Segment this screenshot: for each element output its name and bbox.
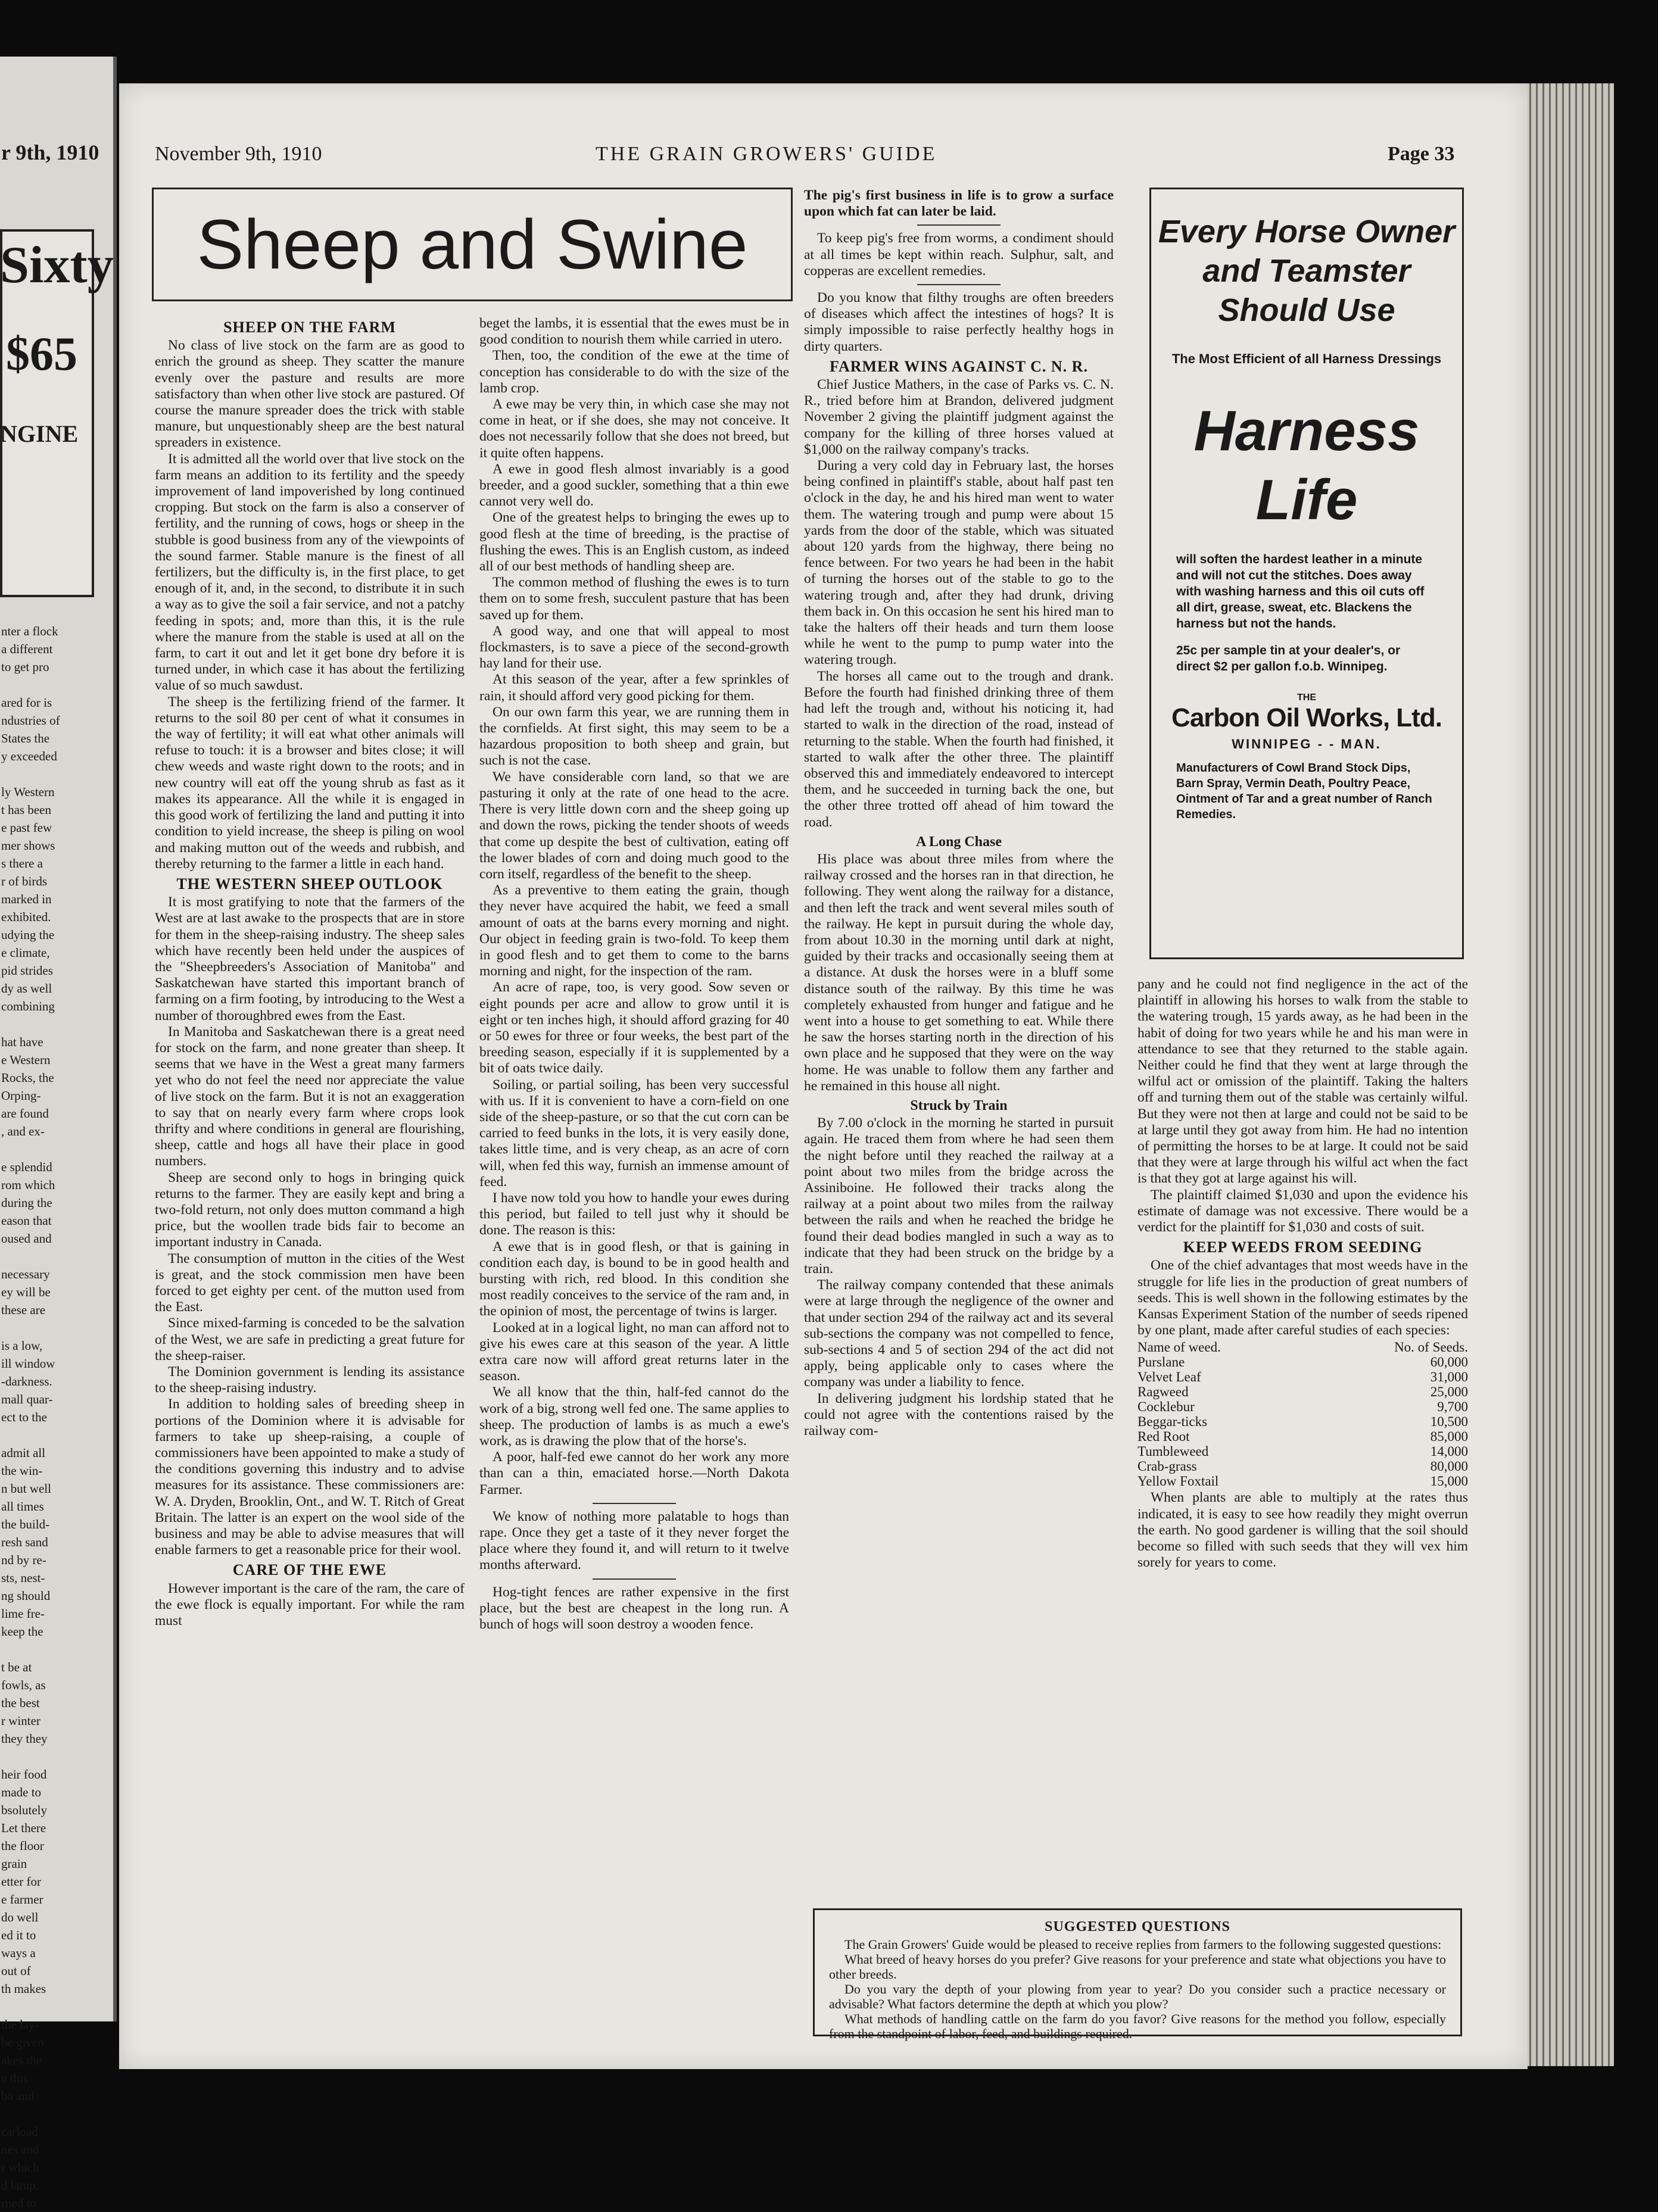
facing-page-line: admit all bbox=[1, 1446, 46, 1460]
table-row bbox=[1137, 1355, 1468, 1369]
paragraph: Sheep are second only to hogs in bringing quick returns to the farmer. They are easily kept and bring a two-fold return, not only does mutton command a high price, but the woollen trade bids fair to become an important industry in Canada. bbox=[155, 1169, 465, 1250]
paragraph: The pig's first business in life is to grow a surface upon which fat can later be laid. bbox=[804, 188, 1114, 220]
facing-page-line: they they bbox=[1, 1731, 48, 1746]
facing-page-ad-engine: NGINE bbox=[0, 420, 79, 447]
column-4 bbox=[1137, 976, 1468, 1571]
paragraph: Hog-tight fences are rather expensive in the first place, but the best are cheapest in the long run. A bunch of hogs will soon destroy a wooden fence. bbox=[479, 1584, 789, 1633]
paragraph: When plants are able to multiply at the rates thus indicated, it is easy to see how readily they might overrun the earth. No good gardener is willing that the soil should become so filled with such seeds that they will vex him sorely for years to come. bbox=[1137, 1490, 1468, 1571]
question: What methods of handling cattle on the farm do you favor? Give reasons for the method you follow, especially from the standpoint of labor, feed, and buildings required. bbox=[829, 2011, 1446, 2041]
paragraph: Soiling, or partial soiling, has been very successful with us. If it is convenient to have a corn-field on one side of the sheep-pasture, or so that the cut corn can be carried to feed bunks in the lots, it is very easily done, takes little time, and is very cheap, as an acre of corn will, when fed this way, furnish an immense amount of feed. bbox=[479, 1077, 789, 1190]
facing-page-line: grain bbox=[1, 1857, 27, 1871]
facing-page-line bbox=[1, 1319, 111, 1337]
paragraph: We know of nothing more palatable to hogs than rape. Once they get a taste of it they never forget the place where they found it, and will return to it twelve months afterward. bbox=[479, 1508, 789, 1573]
divider bbox=[593, 1503, 676, 1504]
facing-page-line: exhibited. bbox=[1, 910, 51, 924]
harness-life-advertisement bbox=[1149, 188, 1464, 959]
seed-count: 31,000 bbox=[1430, 1369, 1468, 1385]
paragraph: However important is the care of the ram, the care of the ewe flock is equally important. For while the ram must bbox=[155, 1580, 465, 1629]
facing-page-line: e Western bbox=[1, 1053, 51, 1067]
table-row bbox=[1137, 1474, 1468, 1489]
seed-count: 80,000 bbox=[1430, 1459, 1468, 1474]
weed-name: Red Root bbox=[1137, 1429, 1190, 1444]
column-1 bbox=[155, 316, 465, 1629]
facing-page-line: r winter bbox=[1, 1714, 40, 1728]
facing-page-line: eason that bbox=[1, 1213, 52, 1228]
facing-page-line: e climate, bbox=[1, 946, 50, 960]
ad-price: 25c per sample tin at your dealer's, or direct $2 per gallon f.o.b. Winnipeg. bbox=[1176, 644, 1401, 673]
paragraph: It is most gratifying to note that the farmers of the West are at last awake to the prospects that are in store for them in the sheep-raising industry. The sheep sales which have recently been held under the auspices of the "Sheepbreeders's Association of Manitoba" and Saskatchewan have started this important branch of farming on a firm footing, by introducing to the West a number of thoroughbred ewes from the East. bbox=[155, 894, 465, 1024]
heading-keep-weeds: KEEP WEEDS FROM SEEDING bbox=[1183, 1238, 1423, 1256]
facing-page bbox=[0, 57, 117, 2210]
facing-page-line: pid strides bbox=[1, 963, 53, 978]
column-3 bbox=[804, 188, 1114, 1439]
facing-page-line: made to bbox=[1, 1785, 42, 1799]
paragraph: His place was about three miles from where the railway crossed and the horses ran in that direction, he following. They went along the railway for a distance, and then left the track and went several miles south of the railway. He kept in pursuit during the whole day, from about 10.30 in the morning until dark at night, guided by their tracks and occasionally seeing them at a distance. At dusk the horses were in a bluff some distance south of the railway. By this time he was completely exhausted from hunger and fatigue and he went into a house to get something to eat. While there he saw the horses starting north in the direction of his own place and he supposed that they were on the way home. He was unable to follow them any farther and he remained in this house all night. bbox=[804, 851, 1114, 1094]
heading-western-sheep-outlook: THE WESTERN SHEEP OUTLOOK bbox=[176, 875, 443, 893]
table-row bbox=[1137, 1384, 1468, 1399]
facing-page-line: Let there bbox=[1, 1821, 46, 1835]
weed-name: Purslane bbox=[1137, 1355, 1185, 1370]
paragraph: A poor, half-fed ewe cannot do her work any more than can a thin, emaciated horse.—North Dakota Farmer. bbox=[479, 1449, 789, 1497]
ad-body: will soften the hardest leather in a minute and will not cut the stitches. Does away with washing harness and this oil cuts off all dirt, grease, sweat, etc. Blackens the harness but not the hands. bbox=[1176, 553, 1425, 631]
facing-page-line: ng should bbox=[1, 1589, 51, 1603]
facing-page-line: r of birds bbox=[1, 874, 47, 888]
question: What breed of heavy horses do you prefer? Give reasons for your preference and state what objections you have to other breeds. bbox=[829, 1952, 1446, 1982]
paragraph: In addition to holding sales of breeding sheep in portions of the Dominion where it is advisable for farmers to take up sheep-raising, a couple of commissioners have been appointed to make a study of the conditions governing this industry and to advise measures for its assistance. These commissioners are: W. A. Dryden, Brooklin, Ont., and W. T. Ritch of Great Britain. The latter is an expert on the wool side of the business and may be able to advise measures that will enable farmers to get a reasonable price for their wool. bbox=[155, 1396, 465, 1558]
facing-page-line bbox=[1, 1140, 111, 1158]
facing-page-line: mall quar- bbox=[1, 1392, 53, 1406]
heading-care-of-ewe: CARE OF THE EWE bbox=[232, 1561, 387, 1579]
paragraph: At this season of the year, after a few sprinkles of rain, it should afford very good picking for them. bbox=[479, 672, 789, 704]
facing-page-line bbox=[1, 1426, 111, 1444]
section-title: Sheep and Swine bbox=[197, 205, 748, 284]
facing-page-line: rned to bbox=[1, 2196, 36, 2210]
facing-page-line: are found bbox=[1, 1106, 49, 1121]
facing-page-line: ill window bbox=[1, 1356, 55, 1371]
table-row bbox=[1137, 1369, 1468, 1384]
facing-page-line: States the bbox=[1, 731, 50, 745]
facing-page-line: r which bbox=[1, 2160, 39, 2174]
paragraph: The horses all came out to the trough and drank. Before the fourth had finished drinking three of them had left the trough and, without his noticing it, had started to walk in the direction of the road, instead of returning to the stable. When the fourth had finished, it started to walk after the other three. The plaintiff observed this and immediately endeavored to intercept them, and he succeeded in turning back the one, but the other three trotted off ahead of him toward the road. bbox=[804, 668, 1114, 830]
facing-page-line: t has been bbox=[1, 803, 51, 817]
facing-page-line: ed it to bbox=[1, 1928, 36, 1942]
facing-page-line: nd by re- bbox=[1, 1553, 46, 1567]
paragraph: It is admitted all the world over that live stock on the farm means an addition to its fertility and the speedy improvement of land impoverished by long continued cropping. But stock on the farm is also a conserver of fertility, and the running of cows, hogs or sheep in the stubble is good business from any of the viewpoints of the sound farmer. Stable manure is the finest of all fertilizers, but the difficulty is, in the first place, to get enough of it, and, in the second, to distribute it in such a way as to give the soil a fair service, and not a patchy feeding in spots; and, more than this, it is the rule where the manure from the stable is used at all on the farm, to cart it out and let it get bone dry before it is turned under, in which case it has about the fertilizing value of so much sawdust. bbox=[155, 451, 465, 694]
facing-page-line: is a low, bbox=[1, 1339, 43, 1353]
questions-title: SUGGESTED QUESTIONS bbox=[1045, 1919, 1230, 1935]
paragraph: A good way, and one that will appeal to most flockmasters, is to save a piece of the second-growth hay land for their use. bbox=[479, 623, 789, 672]
paragraph: During a very cold day in February last, the horses being confined in plaintiff's stable, about half past ten o'clock in the day, he and his hired man went to water them. The watering trough and pump were about 15 yards from the door of the stable, which was situated about 120 yards from the highway, there being no fence between. For two years he had been in the habit of turning the horses out of the stable to go to the watering trough and, after they had drunk, driving them back in. On this occasion he sent his hired man to take the halters off their heads and turn them loose while he went to the pump to pump water into the watering trough. bbox=[804, 458, 1114, 668]
facing-page-line: ndustries of bbox=[1, 713, 60, 728]
paragraph: Do you know that filthy troughs are often breeders of diseases which affect the intestines of hogs? It is simply impossible to raise perfectly healthy hogs in dirty quarters. bbox=[804, 290, 1114, 354]
facing-page-line: do well bbox=[1, 1910, 39, 1924]
ad-city: WINNIPEG - - MAN. bbox=[1232, 737, 1382, 751]
facing-page-line bbox=[1, 676, 111, 694]
paragraph: We all know that the thin, half-fed cannot do the work of a big, strong well fed one. The same applies to sheep. The production of lambs is as much a ewe's work, as is drawing the plow that of the horse's. bbox=[479, 1384, 789, 1449]
paragraph: Looked at in a logical light, no man can afford not to give his ewes care at this season of the year. A little extra care now will afford great returns later in the season. bbox=[479, 1319, 789, 1384]
paragraph: The sheep is the fertilizing friend of the farmer. It returns to the soil 80 per cent of what it consumes in the way of fertility; it will eat what other animals will refuse to touch: it is a browser and bites close; it will chew weeds and waste right down to the roots; and in new country will eat off the young shrub as fast as it makes its appearance. All the while it is engaged in this good work of fertilizing the land and putting it into condition to yield increase, the sheep is piling on wool and making mutton out of the weeds and rubbish, and thereby returning to the farmer a little in each hand. bbox=[155, 694, 465, 872]
ad-headline: Every Horse Owner and Teamster Should Use bbox=[1158, 214, 1456, 328]
divider bbox=[593, 1578, 676, 1580]
facing-page-line: during the bbox=[1, 1196, 52, 1210]
paragraph: The plaintiff claimed $1,030 and upon the evidence his estimate of damage was not excessive. There would be a verdict for the plaintiff for $1,030 and costs of suit. bbox=[1137, 1187, 1468, 1236]
facing-page-line: d lamp. bbox=[1, 2178, 39, 2192]
paragraph: beget the lambs, it is essential that the ewes must be in good condition to nourish them while carried in utero. bbox=[479, 316, 789, 348]
facing-page-line: out of bbox=[1, 1964, 31, 1978]
paragraph: As a preventive to them eating the grain, though they never have acquired the habit, we feed a small amount of oats at the barns every morning and night. Our object in feeding grain is two-fold. To keep them in good flesh and to get them to come to the barns morning and night, for the inspection of the ram. bbox=[479, 882, 789, 979]
facing-page-line: combining bbox=[1, 999, 55, 1013]
facing-page-line bbox=[1, 1748, 111, 1765]
question: Do you vary the depth of your plowing from year to year? Do you consider such a practice necessary or advisable? What factors determine the depth at which you plow? bbox=[829, 1982, 1446, 2011]
table-row bbox=[1137, 1444, 1468, 1459]
facing-page-line: ey will be bbox=[1, 1285, 51, 1299]
subheading-struck-by-train: Struck by Train bbox=[910, 1097, 1008, 1113]
table-header: Name of weed. bbox=[1137, 1340, 1221, 1355]
table-row bbox=[1137, 1414, 1468, 1429]
facing-page-line: Orping- bbox=[1, 1088, 41, 1103]
facing-page-line: ect to the bbox=[1, 1410, 47, 1424]
facing-page-line: the floor bbox=[1, 1839, 44, 1853]
paragraph: We have considerable corn land, so that we are pasturing it only at the rate of one head to the acre. There is very little down corn and the sheep going up and down the rows, picking the tender shoots of weeds that come up despite the best of cultivation, eating off the lower blades of corn and doing much good to the corn itself, regardless of the benefit to the sheep. bbox=[479, 769, 789, 882]
ad-the: THE bbox=[1297, 692, 1316, 703]
facing-page-line: e farmer bbox=[1, 1892, 43, 1907]
weed-name: Crab-grass bbox=[1137, 1459, 1197, 1474]
seed-count: 14,000 bbox=[1430, 1444, 1468, 1459]
heading-farmer-wins: FARMER WINS AGAINST C. N. R. bbox=[830, 357, 1088, 375]
facing-page-ad-price: $65 bbox=[6, 328, 77, 380]
facing-page-text bbox=[1, 622, 111, 2212]
table-row bbox=[1137, 1459, 1468, 1474]
table-header-row bbox=[1137, 1340, 1468, 1355]
paragraph: In delivering judgment his lordship stated that he could not agree with the contentions raised by the railway com- bbox=[804, 1390, 1114, 1439]
questions-intro: The Grain Growers' Guide would be pleased to receive replies from farmers to the following suggested questions: bbox=[844, 1937, 1442, 1952]
facing-page-line: dy as well bbox=[1, 981, 52, 996]
facing-page-line: marked in bbox=[1, 892, 52, 906]
facing-page-line: the win- bbox=[1, 1464, 43, 1478]
facing-page-line: ly Western bbox=[1, 785, 55, 799]
column-2 bbox=[479, 316, 789, 1633]
paragraph: The Dominion government is lending its assistance to the sheep-raising industry. bbox=[155, 1364, 465, 1396]
seed-count: 9,700 bbox=[1437, 1399, 1468, 1415]
weed-name: Ragweed bbox=[1137, 1384, 1189, 1400]
facing-page-line: the lay- bbox=[1, 2017, 39, 2032]
facing-page-line: necessary bbox=[1, 1267, 50, 1281]
facing-page-line: Rocks, the bbox=[1, 1071, 54, 1085]
paragraph: A ewe in good flesh almost invariably is a good breeder, and a good suckler, something that a thin ewe cannot very well do. bbox=[479, 461, 789, 510]
weed-name: Cocklebur bbox=[1137, 1399, 1195, 1415]
facing-page-line: nter a flock bbox=[1, 624, 58, 638]
facing-page-line: s there a bbox=[1, 856, 43, 871]
paragraph: Then, too, the condition of the ewe at the time of conception has considerable to do with the size of the lamb crop. bbox=[479, 348, 789, 396]
facing-page-line bbox=[1, 765, 111, 783]
table-row bbox=[1137, 1429, 1468, 1444]
facing-page-line: ared for is bbox=[1, 695, 52, 710]
facing-page-line: akes the bbox=[1, 2053, 42, 2067]
seed-count: 60,000 bbox=[1430, 1355, 1468, 1370]
facing-page-line: be given bbox=[1, 2035, 44, 2049]
paragraph: Since mixed-farming is conceded to be the salvation of the West, we are safe in predicting a great future for the sheep-raiser. bbox=[155, 1315, 465, 1364]
facing-page-line: ways a bbox=[1, 1946, 36, 1960]
facing-page-line: mer shows bbox=[1, 838, 55, 853]
facing-page-line: carload bbox=[1, 2124, 38, 2139]
facing-page-line: e splendid bbox=[1, 1160, 52, 1174]
seed-count: 85,000 bbox=[1430, 1429, 1468, 1444]
facing-page-line: the build- bbox=[1, 1517, 50, 1531]
facing-page-line: keep the bbox=[1, 1624, 43, 1639]
facing-page-ad-title: Sixty bbox=[0, 236, 114, 294]
facing-page-line: y exceeded bbox=[1, 749, 57, 763]
paragraph: An acre of rape, too, is very good. Sow seven or eight pounds per acre and allow to grow until it is eight or ten inches high, it should afford grazing for 40 or 50 ewes for three or four weeks, the best part of the breeding season, especially if it is supplemented by a bit of oats twice daily. bbox=[479, 979, 789, 1077]
paragraph: One of the greatest helps to bringing the ewes up to good flesh at the time of breeding, is the practise of flushing the ewes. This is an English custom, as indeed all of our best methods of handling sheep are. bbox=[479, 510, 789, 575]
facing-page-line bbox=[1, 1015, 111, 1033]
seed-count: 10,500 bbox=[1430, 1414, 1468, 1430]
divider bbox=[917, 284, 1001, 285]
page-number: Page 33 bbox=[1388, 143, 1455, 165]
facing-page-line: rom which bbox=[1, 1178, 55, 1192]
facing-page-line: hat have bbox=[1, 1035, 43, 1049]
publication-title: THE GRAIN GROWERS' GUIDE bbox=[596, 143, 937, 165]
paragraph: No class of live stock on the farm are as good to enrich the ground as sheep. They scatter the manure evenly over the pasture and results are more satisfactory than when other live stock are pastured. Of course the manure spreader does the trick with stable manure, but unquestionably sheep are the best natural spreaders in existence. bbox=[155, 338, 465, 451]
facing-page-line bbox=[1, 1998, 111, 2016]
facing-page-line: to get pro bbox=[1, 660, 49, 674]
paragraph: On our own farm this year, we are running them in the cornfields. At first sight, this may seem to be a hazardous proposition to both sheep and grain, but such is not the case. bbox=[479, 704, 789, 769]
paragraph: A ewe may be very thin, in which case she may not come in heat, or if she does, she may not conceive. It does not necessarily follow that she does not breed, but it quite often happens. bbox=[479, 397, 789, 461]
facing-page-line: nes and bbox=[1, 2142, 39, 2157]
facing-page-line: e past few bbox=[1, 820, 52, 835]
weed-name: Tumbleweed bbox=[1137, 1444, 1209, 1459]
issue-date: November 9th, 1910 bbox=[155, 143, 322, 165]
weed-name: Beggar-ticks bbox=[1137, 1414, 1208, 1430]
weed-name: Yellow Foxtail bbox=[1137, 1474, 1219, 1489]
ad-subheadline: The Most Efficient of all Harness Dressings bbox=[1171, 351, 1442, 366]
facing-page-line: sts, nest- bbox=[1, 1571, 45, 1585]
facing-page-line: bsolutely bbox=[1, 1803, 47, 1817]
facing-page-line: ba and bbox=[1, 2089, 35, 2103]
facing-page-line: heir food bbox=[1, 1767, 47, 1782]
page-edges bbox=[1525, 83, 1614, 2066]
facing-page-line: oused and bbox=[1, 1231, 52, 1246]
facing-page-line: these are bbox=[1, 1303, 46, 1317]
facing-page-line: all times bbox=[1, 1499, 44, 1514]
paragraph: In Manitoba and Saskatchewan there is a great need for stock on the farm, and none greater than sheep. It seems that we have in the West a great many farmers yet who do not feel the need nor appreciate the value of live stock on the farm. But it is not an exaggeration to say that on nearly every farm where crops look thrifty and where conditions in general are flourishing, sheep, cattle and hogs all have their place in good numbers. bbox=[155, 1024, 465, 1169]
facing-page-line: n but well bbox=[1, 1481, 51, 1496]
seed-count: 15,000 bbox=[1430, 1474, 1468, 1489]
table-row bbox=[1137, 1399, 1468, 1414]
heading-sheep-on-farm: SHEEP ON THE FARM bbox=[223, 319, 396, 336]
paragraph: The railway company contended that these animals were at large through the negligence of the owner and that under section 294 of the railway act and its several sub-sections the company was not compelled to fence, sub-sections 4 and 5 of section 294 of the act did not apply, being applicable only to cases where the company was under a liability to fence. bbox=[804, 1277, 1114, 1390]
paragraph: The consumption of mutton in the cities of the West is great, and the stock commission men have been forced to get eighty per cent. of the mutton used from the East. bbox=[155, 1250, 465, 1315]
facing-page-line: the best bbox=[1, 1696, 40, 1710]
paragraph: The common method of flushing the ewes is to turn them on to some fresh, succulent pasture that has been saved up for them. bbox=[479, 575, 789, 623]
subheading-long-chase: A Long Chase bbox=[915, 834, 1002, 850]
facing-page-line: -darkness. bbox=[1, 1374, 52, 1389]
section-banner bbox=[152, 188, 793, 301]
paragraph: pany and he could not find negligence in the act of the plaintiff in allowing his horses to walk from the stable to the watering trough, 15 yards away, as he had been in the habit of doing for two years while he and his man were in attendance to see that they returned to the stable again. Neither could he find that they went at large through the wilful act or omission of the plaintiff. Taking the halters off and turning them out of the stable was certainly wilful. But they were not then at large and could not be said to be at large until they got away from him. He had no intention of permitting the horses to be at large. It could not be said that they were at large through his wilful act when the fact is that they got at large against his will. bbox=[1137, 976, 1468, 1187]
paragraph: To keep pig's free from worms, a condiment should at all times be kept within reach. Sulphur, salt, and copperas are excellent remedies. bbox=[804, 230, 1114, 279]
weed-name: Velvet Leaf bbox=[1137, 1369, 1201, 1385]
facing-page-line: a different bbox=[1, 642, 53, 656]
paragraph: A ewe that is in good flesh, or that is gaining in condition each day, is bound to be in good health and bursting with rich, red blood. In this condition she most readily conceives to the service of the ram and, in the opinion of most, the percentage of twins is larger. bbox=[479, 1238, 789, 1319]
divider bbox=[917, 224, 1001, 226]
facing-page-line bbox=[1, 1247, 111, 1265]
facing-page-line bbox=[1, 2105, 111, 2123]
paragraph: I have now told you how to handle your ewes during this period, but failed to tell just why it should be done. The reason is this: bbox=[479, 1190, 789, 1238]
facing-page-line: , and ex- bbox=[1, 1124, 45, 1138]
ad-product-name: Harness Life bbox=[1193, 399, 1420, 532]
facing-page-line: etter for bbox=[1, 1874, 42, 1889]
paragraph: Chief Justice Mathers, in the case of Parks vs. C. N. R., tried before him at Brandon, delivered judgment November 2 giving the plaintiff judgment against the company for the killing of three horses valued at $1,000 on the railway company's tracks. bbox=[804, 377, 1114, 457]
facing-page-line bbox=[1, 1640, 111, 1658]
newspaper-page bbox=[119, 83, 1528, 2069]
seed-count: 25,000 bbox=[1430, 1384, 1468, 1400]
ad-company: Carbon Oil Works, Ltd. bbox=[1171, 703, 1442, 732]
facing-page-line: udying the bbox=[1, 928, 55, 942]
table-header: No. of Seeds. bbox=[1394, 1340, 1468, 1355]
facing-page-line: e this bbox=[1, 2071, 28, 2085]
suggested-questions-box bbox=[813, 1908, 1462, 2041]
facing-page-line: th makes bbox=[1, 1982, 46, 1996]
ad-manufacturer-note: Manufacturers of Cowl Brand Stock Dips, Barn Spray, Vermin Death, Poultry Peace, Ointment of Tar and a great number of Ranch Remedies. bbox=[1176, 762, 1432, 821]
facing-page-line: t be at bbox=[1, 1660, 32, 1674]
weed-seed-table bbox=[1137, 1340, 1468, 1489]
facing-page-line: lime fre- bbox=[1, 1606, 45, 1621]
paragraph: By 7.00 o'clock in the morning he started in pursuit again. He traced them from where he had seen them the night before until they reached the railway at a point about two miles from the bridge across the Assiniboine. He followed their tracks along the railway at a point about two miles from the railway between the rails and when he reached the bridge he found their dead bodies mangled in such a way as to indicate that they had been struck on the bridge by a train. bbox=[804, 1115, 1114, 1277]
facing-page-line: resh sand bbox=[1, 1535, 48, 1549]
facing-page-line: fowls, as bbox=[1, 1678, 46, 1692]
facing-page-date: r 9th, 1910 bbox=[1, 141, 99, 164]
paragraph: One of the chief advantages that most weeds have in the struggle for life lies in the production of great numbers of seeds. This is well shown in the following estimates by the Kansas Experiment Station of the number of seeds ripened by one plant, made after careful studies of each species: bbox=[1137, 1258, 1468, 1339]
